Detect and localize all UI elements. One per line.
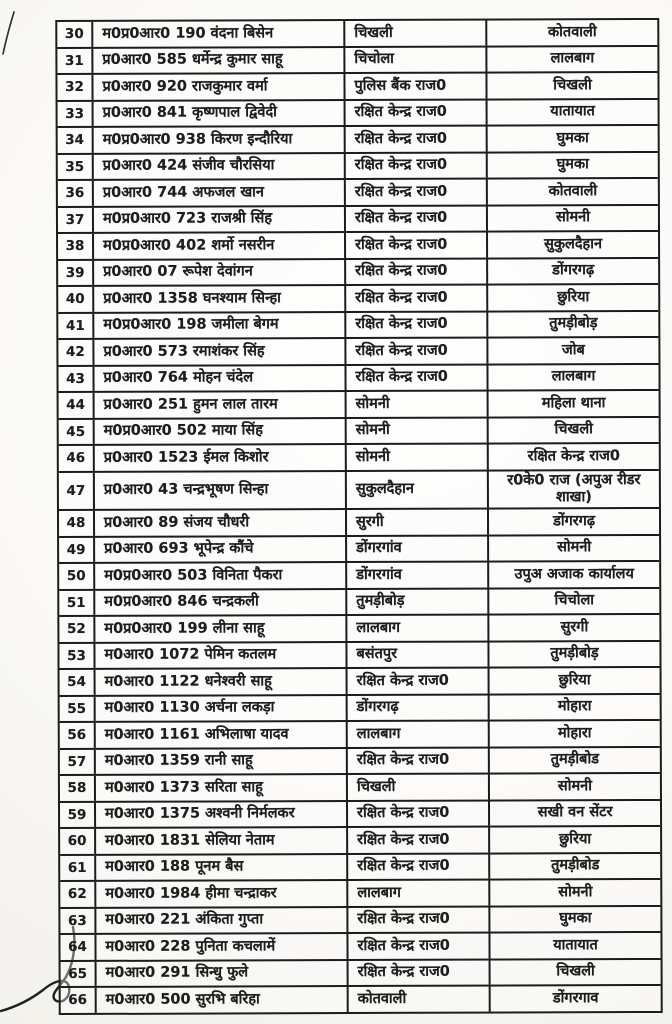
new-posting-cell: सोमनी — [555, 209, 591, 226]
serial-number-cell: 42 — [58, 340, 94, 365]
new-posting-cell: सुकुलदैहान — [544, 235, 603, 252]
current-posting-cell: कोतवाली — [349, 987, 491, 1012]
new-posting-cell: महिला थाना — [541, 394, 606, 411]
serial-number-cell: 32 — [57, 75, 93, 100]
serial-number-cell: 33 — [58, 101, 94, 126]
table-row — [60, 668, 660, 697]
officer-name-cell: प्र0आर0 573 रमाशंकर सिंह — [94, 339, 346, 364]
current-posting-cell: रक्षित केन्द्र राज0 — [346, 286, 488, 311]
officer-name-cell: म0प्र0आर0 503 विनिता पैकरा — [95, 563, 347, 588]
current-posting-cell: चिखली — [345, 21, 487, 46]
table-row — [59, 509, 659, 538]
current-posting-cell: डोंगरगढ़ — [348, 695, 490, 720]
current-posting-cell: डोंगरगांव — [347, 563, 489, 588]
new-posting-cell: जोब — [561, 341, 585, 358]
table-row — [58, 205, 658, 234]
serial-number-cell: 39 — [58, 260, 94, 285]
current-posting-cell: चिखली — [348, 775, 490, 800]
officer-name-cell: म0आर0 221 अंकिता गुप्ता — [96, 908, 348, 933]
serial-number-cell: 45 — [59, 419, 95, 444]
table-row — [58, 258, 658, 287]
table-row — [60, 854, 660, 883]
new-posting-cell: डोंगरगाव — [552, 989, 599, 1007]
current-posting-cell: रक्षित केन्द्र राज0 — [346, 100, 488, 125]
table-row — [59, 589, 659, 618]
serial-number-cell: 41 — [58, 313, 94, 338]
officer-name-cell: प्र0आर0 764 मोहन चंदेल — [94, 366, 346, 391]
table-row — [58, 364, 658, 393]
officer-name-cell: म0आर0 1130 अर्चना लकड़ा — [96, 696, 348, 721]
officer-name-cell: म0आर0 1375 अश्वनी निर्मलकर — [96, 802, 348, 827]
officer-name-cell: म0प्र0आर0 502 माया सिंह — [95, 419, 347, 444]
table-row — [59, 536, 659, 565]
officer-name-cell: प्र0आर0 841 कृष्णपाल द्विवेदी — [94, 101, 346, 126]
new-posting-cell: डोंगरगढ़ — [553, 513, 596, 530]
new-posting-cell: मोहारा — [557, 725, 592, 742]
current-posting-cell: लालबाग — [348, 722, 490, 747]
table-row — [59, 615, 659, 644]
serial-number-cell: 47 — [59, 472, 95, 509]
officer-name-cell: म0आर0 228 पुनिता कचलामें — [96, 934, 348, 959]
current-posting-cell: रक्षित केन्द्र राज0 — [346, 153, 488, 178]
officer-name-cell: म0आर0 1359 रानी साहू — [96, 749, 348, 774]
current-posting-cell: चिचोला — [345, 47, 487, 72]
pen-stroke-icon — [3, 12, 14, 54]
current-posting-cell: रक्षित केन्द्र राज0 — [348, 828, 490, 853]
serial-number-cell: 38 — [58, 234, 94, 259]
serial-number-cell: 64 — [60, 935, 96, 960]
officer-name-cell: प्र0आर0 43 चन्द्रभूषण सिन्हा — [95, 472, 347, 510]
serial-number-cell: 65 — [61, 962, 97, 987]
new-posting-cell: कोतवाली — [548, 23, 597, 40]
new-posting-cell: घुमका — [559, 910, 592, 927]
current-posting-cell: रक्षित केन्द्र राज0 — [348, 801, 490, 826]
current-posting-cell: बसंतपुर — [347, 642, 489, 667]
table-body — [57, 20, 660, 1013]
new-posting-cell: मोहारा — [557, 698, 592, 715]
current-posting-cell: रक्षित केन्द्र राज0 — [346, 127, 488, 152]
current-posting-cell: रक्षित केन्द्र राज0 — [348, 907, 490, 932]
table-row — [60, 721, 660, 750]
table-row — [60, 748, 660, 777]
new-posting-cell: सखी वन सेंटर — [537, 804, 613, 821]
serial-number-cell: 51 — [59, 591, 95, 616]
officer-name-cell: म0प्र0आर0 198 जमीला बेगम — [94, 313, 346, 338]
serial-number-cell: 34 — [58, 128, 94, 153]
officer-name-cell: म0आर0 1984 हीमा चन्द्राकर — [96, 881, 348, 906]
table-row — [60, 880, 660, 909]
serial-number-cell: 54 — [60, 670, 96, 695]
current-posting-cell: रक्षित केन्द्र राज0 — [346, 233, 488, 258]
officer-name-cell: म0आर0 1122 धनेश्वरी साहू — [96, 669, 348, 694]
table-row — [59, 417, 659, 446]
new-posting-cell: चिखली — [554, 421, 593, 438]
officer-name-cell: म0प्र0आर0 402 शर्मो नसरीन — [94, 233, 346, 258]
new-posting-cell: सोमनी — [557, 539, 592, 556]
new-posting-cell: तुमड़ीबोड़ — [550, 645, 599, 662]
current-posting-cell: लालबाग — [348, 881, 490, 906]
new-posting-cell: कोतवाली — [548, 182, 598, 199]
table-row — [59, 470, 659, 511]
table-row — [57, 20, 657, 49]
table-row — [58, 232, 658, 261]
serial-number-cell: 56 — [60, 723, 96, 748]
current-posting-cell: रक्षित केन्द्र राज0 — [348, 669, 490, 694]
officer-name-cell: प्र0आर0 693 भूपेन्द्र कौंचे — [95, 537, 347, 562]
table-row — [61, 986, 661, 1013]
current-posting-cell: पुलिस बैंक राज0 — [345, 74, 487, 99]
current-posting-cell: तुमड़ीबोड़ — [347, 589, 489, 614]
new-posting-cell: सोमनी — [557, 778, 592, 795]
table-row — [58, 99, 658, 128]
table-row — [61, 960, 661, 989]
officer-name-cell: म0प्र0आर0 938 किरण इन्दौरिया — [94, 127, 346, 152]
current-posting-cell: सोमनी — [347, 445, 489, 470]
officer-name-cell: प्र0आर0 920 राजकुमार वर्मा — [93, 74, 345, 99]
current-posting-cell: डोंगरगांव — [347, 536, 489, 561]
serial-number-cell: 30 — [57, 22, 93, 47]
table-row — [60, 907, 660, 936]
officer-name-cell: म0प्र0आर0 190 वंदना बिसेन — [93, 21, 345, 46]
serial-number-cell: 46 — [59, 446, 95, 471]
officer-name-cell: म0आर0 1831 सेलिया नेताम — [96, 828, 348, 853]
officer-name-cell: म0प्र0आर0 846 चन्द्रकली — [95, 590, 347, 615]
serial-number-cell: 55 — [60, 697, 96, 722]
new-posting-cell: चिचोला — [554, 592, 595, 609]
current-posting-cell: रक्षित केन्द्र राज0 — [346, 180, 488, 205]
current-posting-cell: सोमनी — [347, 418, 489, 443]
serial-number-cell: 40 — [58, 287, 94, 312]
new-posting-cell: रक्षित केन्द्र राज0 — [527, 447, 620, 464]
serial-number-cell: 58 — [60, 776, 96, 801]
current-posting-cell: रक्षित केन्द्र राज0 — [346, 365, 488, 390]
officer-name-cell: प्र0आर0 744 अफजल खान — [94, 180, 346, 205]
new-posting-cell: तुमड़ीबोड — [550, 751, 600, 768]
table-row — [59, 391, 659, 420]
officer-name-cell: प्र0आर0 585 धर्मेन्द्र कुमार साहू — [93, 48, 345, 73]
serial-number-cell: 36 — [58, 181, 94, 206]
new-posting-cell: छुरिया — [557, 288, 590, 305]
current-posting-cell: रक्षित केन्द्र राज0 — [346, 312, 488, 337]
officer-name-cell: प्र0आर0 07 रूपेश देवांगन — [94, 260, 346, 285]
serial-number-cell: 52 — [59, 617, 95, 642]
serial-number-cell: 53 — [59, 644, 95, 669]
table-row — [59, 642, 659, 671]
current-posting-cell: रक्षित केन्द्र राज0 — [348, 748, 490, 773]
new-posting-cell: लालबाग — [551, 368, 596, 385]
current-posting-cell: सोमनी — [347, 392, 489, 417]
new-posting-cell: लालबाग — [550, 50, 595, 67]
current-posting-cell: सुरगी — [347, 510, 489, 535]
new-posting-cell: चिखली — [556, 963, 595, 980]
officer-name-cell: प्र0आर0 1523 ईमल किशोर — [95, 445, 347, 470]
serial-number-cell: 48 — [59, 511, 95, 536]
new-posting-cell: सोमनी — [558, 884, 593, 901]
serial-number-cell: 44 — [59, 393, 95, 418]
new-posting-cell: चिखली — [553, 76, 592, 93]
current-posting-cell: सुकुलदैहान — [347, 471, 489, 508]
new-posting-cell: र0के0 राज (अपुअ रीडर शाखा) — [507, 471, 641, 506]
serial-number-cell: 59 — [60, 803, 96, 828]
serial-number-cell: 66 — [61, 988, 97, 1013]
serial-number-cell: 50 — [59, 564, 95, 589]
new-posting-cell: छुरिया — [558, 672, 591, 689]
new-posting-cell: सुरगी — [560, 619, 589, 636]
table-row — [58, 179, 658, 208]
table-row — [57, 73, 657, 102]
table-row — [59, 444, 659, 473]
table-row — [58, 311, 658, 340]
table-row — [57, 46, 657, 75]
current-posting-cell: रक्षित केन्द्र राज0 — [349, 960, 491, 985]
officer-name-cell: प्र0आर0 89 संजय चौधरी — [95, 510, 347, 535]
officer-name-cell: म0आर0 1072 पेमिन कतलम — [95, 643, 347, 668]
officer-name-cell: म0आर0 1373 सरिता साहू — [96, 775, 348, 800]
officer-name-cell: म0आर0 500 सुरभि बरिहा — [97, 987, 349, 1012]
table-row — [60, 827, 660, 856]
new-posting-cell: घुमका — [556, 129, 589, 146]
current-posting-cell: रक्षित केन्द्र राज0 — [348, 934, 490, 959]
current-posting-cell: रक्षित केन्द्र राज0 — [346, 259, 488, 284]
table-row — [60, 801, 660, 830]
serial-number-cell: 31 — [57, 48, 93, 73]
serial-number-cell: 57 — [60, 750, 96, 775]
current-posting-cell: लालबाग — [347, 616, 489, 641]
serial-number-cell: 37 — [58, 207, 94, 232]
serial-number-cell: 62 — [60, 882, 96, 907]
new-posting-cell: तुमड़ीबोड़ — [549, 315, 598, 332]
serial-number-cell: 60 — [60, 829, 96, 854]
officer-name-cell: म0आर0 188 पूनम बैस — [96, 855, 348, 880]
table-row — [58, 338, 658, 367]
table-row — [60, 933, 660, 962]
new-posting-cell: घुमका — [556, 156, 589, 173]
table-row — [60, 774, 660, 803]
table-row — [59, 562, 659, 591]
serial-number-cell: 35 — [58, 154, 94, 179]
table-row — [58, 126, 658, 155]
serial-number-cell: 49 — [59, 538, 95, 563]
officer-name-cell: म0प्र0आर0 199 लीना साहू — [95, 616, 347, 641]
new-posting-cell: यातायात — [553, 936, 598, 954]
new-posting-cell: डोंगरगढ़ — [552, 262, 595, 279]
serial-number-cell: 43 — [58, 366, 94, 391]
officer-name-cell: म0आर0 291 सिन्धु फुले — [97, 961, 349, 986]
officer-name-cell: प्र0आर0 424 संजीव चौरसिया — [94, 154, 346, 179]
transfer-table — [55, 18, 662, 1015]
serial-number-cell: 63 — [60, 909, 96, 934]
new-posting-cell: छुरिया — [559, 831, 592, 848]
officer-name-cell: प्र0आर0 1358 घनश्याम सिन्हा — [94, 286, 346, 311]
table-row — [58, 285, 658, 314]
officer-name-cell: प्र0आर0 251 हुमन लाल तारम — [95, 392, 347, 417]
officer-name-cell: म0आर0 1161 अभिलाषा यादव — [96, 722, 348, 747]
serial-number-cell: 61 — [60, 856, 96, 881]
current-posting-cell: रक्षित केन्द्र राज0 — [348, 854, 490, 879]
new-posting-cell: उपुअ अजाक कार्यालय — [514, 565, 634, 583]
new-posting-cell: यातायात — [550, 103, 595, 120]
officer-name-cell: म0प्र0आर0 723 राजश्री सिंह — [94, 207, 346, 232]
new-posting-cell: तुमड़ीबोड — [551, 857, 600, 874]
table-row — [58, 152, 658, 181]
current-posting-cell: रक्षित केन्द्र राज0 — [346, 206, 488, 231]
current-posting-cell: रक्षित केन्द्र राज0 — [346, 339, 488, 364]
table-row — [60, 695, 660, 724]
